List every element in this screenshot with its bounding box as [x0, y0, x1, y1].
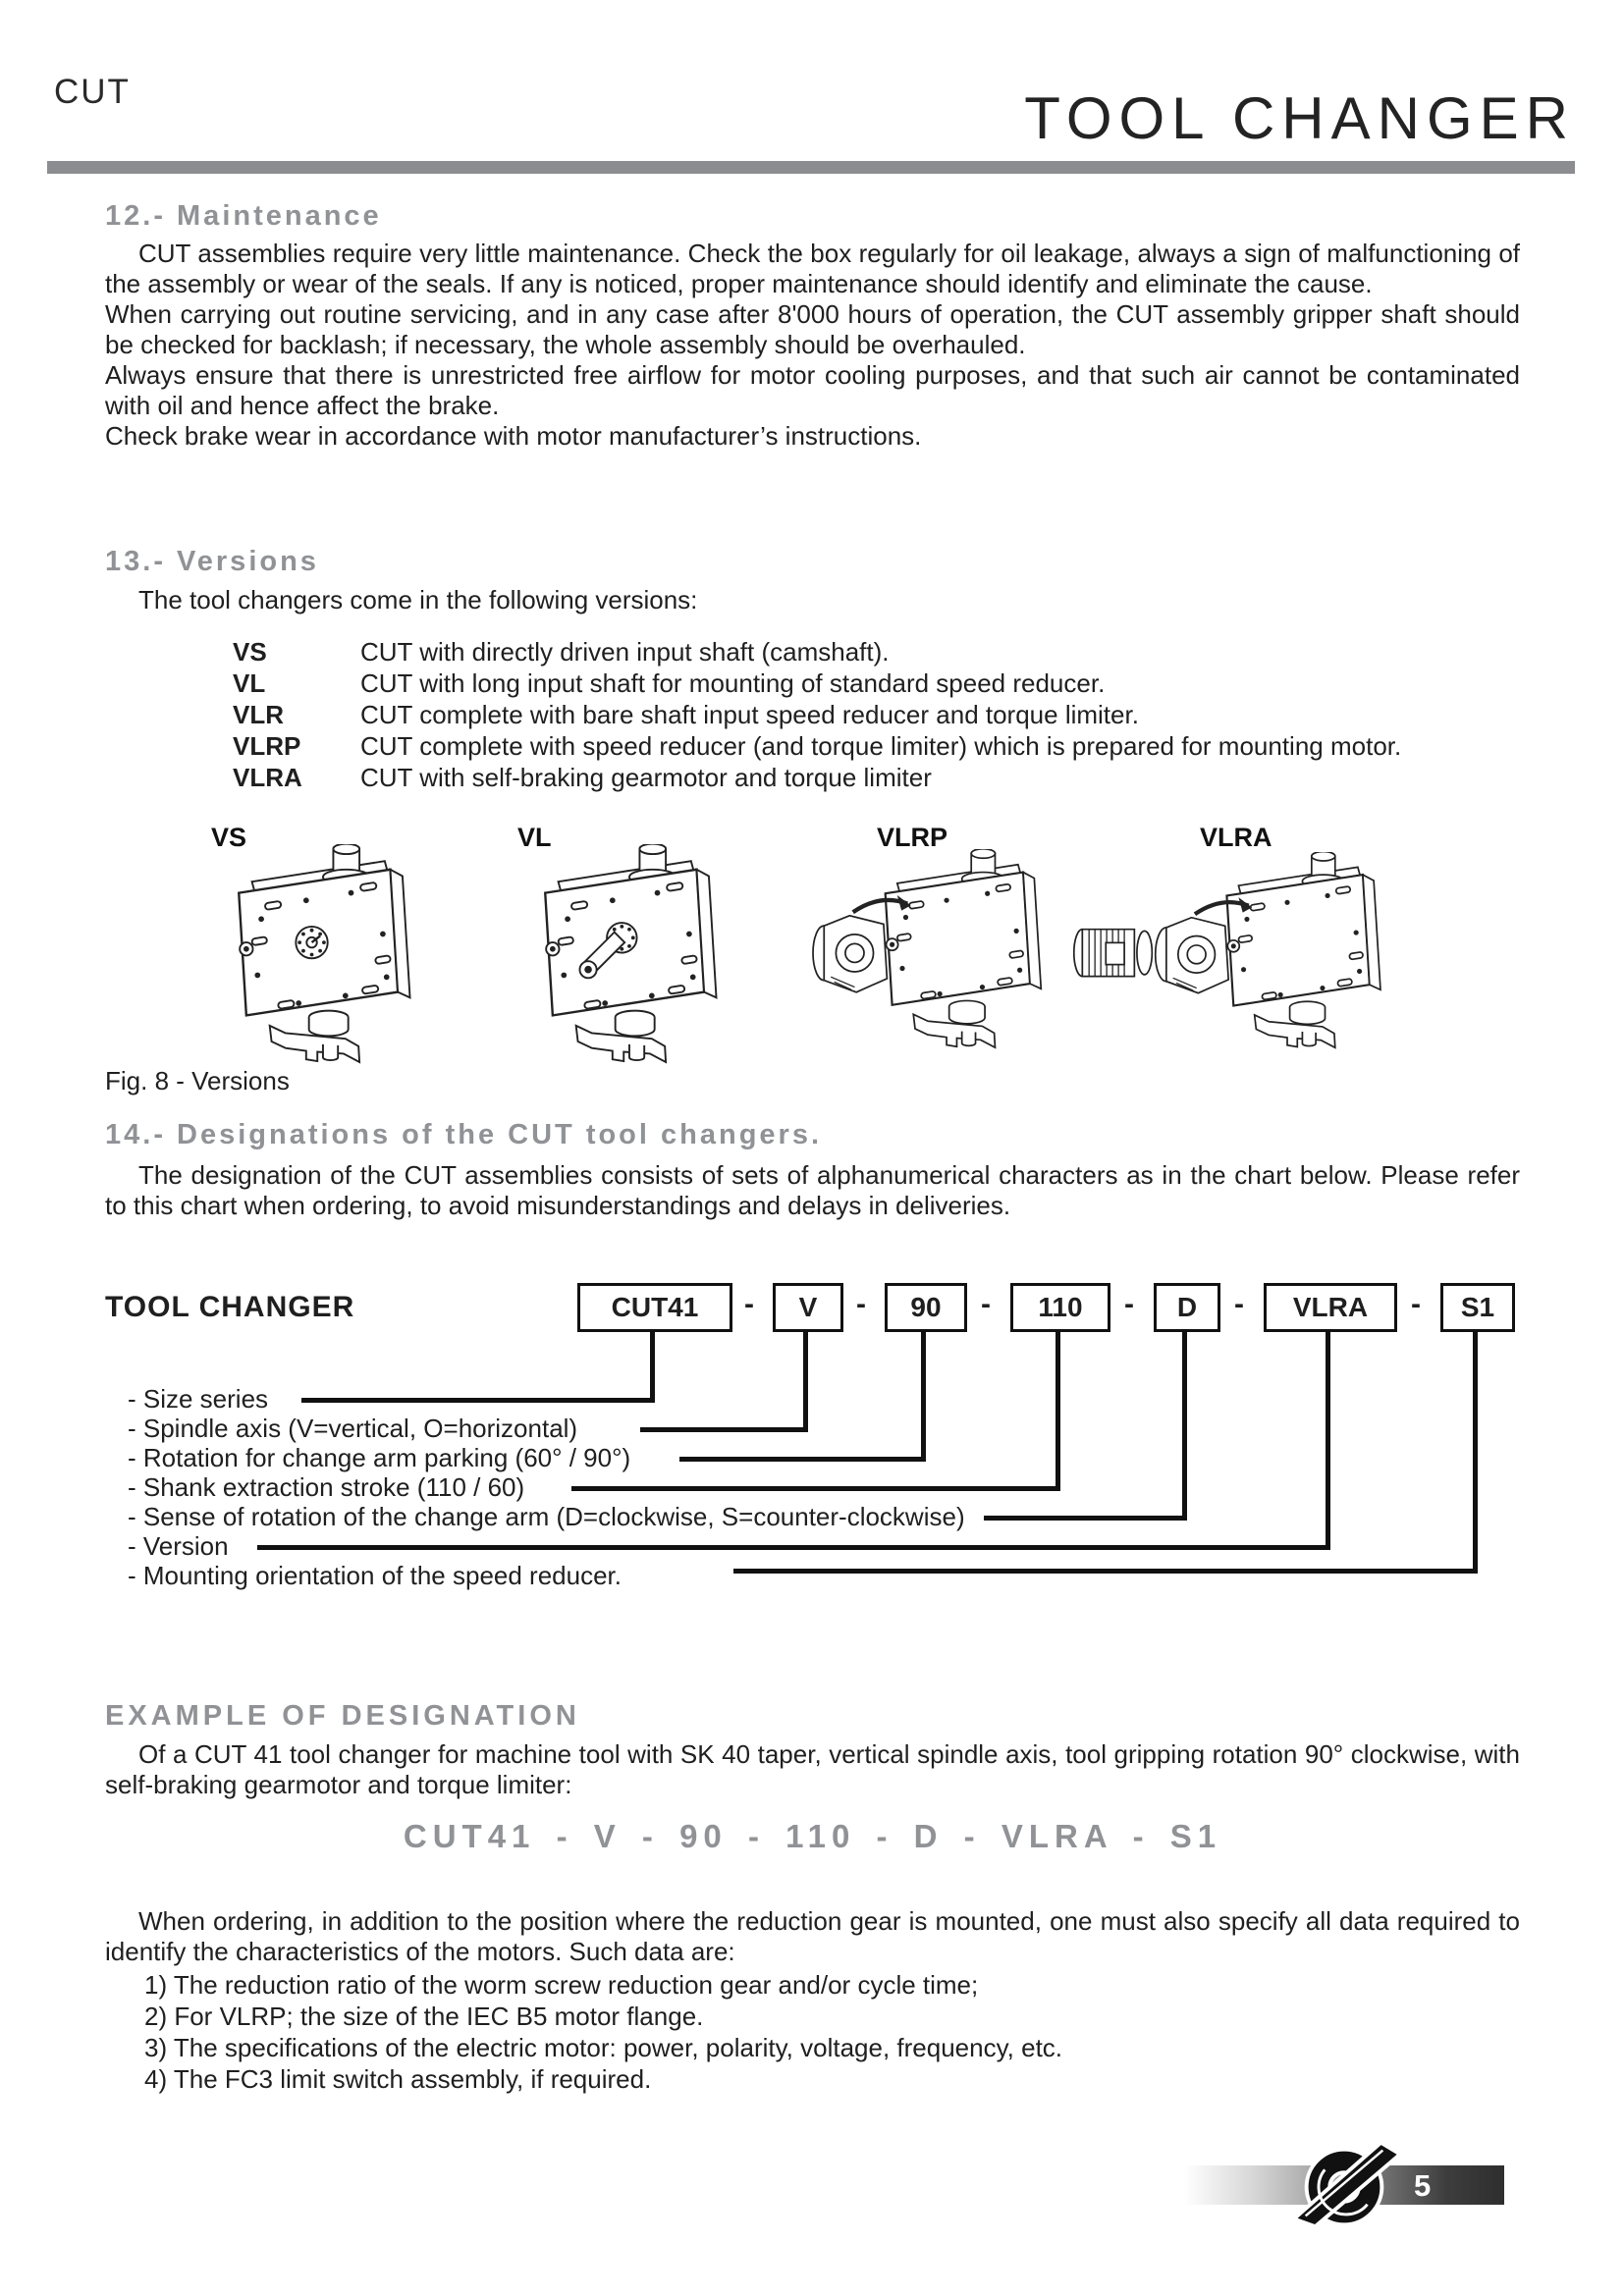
figure-label-vlra: VLRA — [1200, 823, 1272, 852]
connector-line — [301, 1398, 655, 1403]
designation-desc-rotation: - Rotation for change arm parking (60° / 90°) — [128, 1443, 631, 1472]
designation-separator: - — [856, 1288, 866, 1320]
maintenance-paragraphs — [105, 239, 1520, 452]
versions-intro — [105, 585, 1520, 615]
designation-separator: - — [744, 1288, 754, 1320]
connector-line — [1182, 1329, 1187, 1520]
paragraph: The designation of the CUT assemblies consists of sets of alphanumerical characters as in the chart below. Please refer to this chart when ordering, to avoid misunderstandings and delays in deliveries. — [105, 1160, 1520, 1220]
designation-desc-axis: - Spindle axis (V=vertical, O=horizontal) — [128, 1414, 578, 1443]
designation-separator: - — [1124, 1288, 1134, 1320]
knot-logo-icon — [1286, 2136, 1402, 2234]
ordering-item: 3) The specifications of the electric motor: power, polarity, voltage, frequency, etc. — [144, 2033, 1063, 2062]
figure-label-vlrp: VLRP — [877, 823, 948, 852]
version-code: VLR — [233, 700, 284, 729]
page-title: TOOL CHANGER — [1024, 85, 1575, 151]
connector-line — [571, 1486, 1060, 1491]
ordering-item: 4) The FC3 limit switch assembly, if required. — [144, 2064, 652, 2094]
designation-diagram — [105, 1269, 1539, 1608]
version-item — [233, 762, 1401, 793]
designation-box-axis: V — [773, 1283, 843, 1332]
figure-label-vs: VS — [211, 823, 247, 852]
version-item — [233, 636, 1401, 667]
ordering-item: 1) The reduction ratio of the worm screw reduction gear and/or cycle time; — [144, 1970, 979, 2000]
figure-drawing-vlrp — [800, 849, 1056, 1049]
paragraph: Check brake wear in accordance with motor manufacturer’s instructions. — [105, 421, 922, 451]
example-paragraph — [105, 1739, 1520, 1800]
designation-separator: - — [981, 1288, 991, 1320]
section-heading-example: EXAMPLE OF DESIGNATION — [105, 1700, 580, 1732]
version-item — [233, 730, 1401, 762]
connector-line — [1473, 1329, 1478, 1573]
paragraph: Of a CUT 41 tool changer for machine tool with SK 40 taper, vertical spindle axis, tool gripping rotation 90° clockwise, with self-braking gearmotor and torque limiter: — [105, 1739, 1520, 1799]
ordering-list — [144, 1969, 1062, 2095]
version-code: VLRA — [233, 763, 302, 792]
version-description: CUT with directly driven input shaft (camshaft). — [360, 637, 890, 667]
designation-separator: - — [1411, 1288, 1421, 1320]
version-description: CUT with self-braking gearmotor and torque limiter — [360, 763, 932, 792]
figure-drawing-vl — [530, 844, 727, 1064]
connector-line — [1326, 1329, 1330, 1549]
designation-desc-stroke: - Shank extraction stroke (110 / 60) — [128, 1472, 525, 1502]
figure-drawing-vlra — [1070, 852, 1394, 1049]
designation-box-sense: D — [1154, 1283, 1220, 1332]
connector-line — [733, 1569, 1478, 1574]
paragraph: CUT assemblies require very little maintenance. Check the box regularly for oil leakage, always a sign of malfunctioning of the assembly or wear of the seals. If any is noticed, proper maintenance should identify and eliminate the cause. — [105, 239, 1520, 298]
designation-box-stroke: 110 — [1010, 1283, 1110, 1332]
designation-desc-size: - Size series — [128, 1384, 269, 1414]
paragraph: When ordering, in addition to the position where the reduction gear is mounted, one must also specify all data required to identify the characteristics of the motors. Such data are: — [105, 1906, 1520, 1966]
connector-line — [921, 1329, 926, 1461]
designation-box-rotation: 90 — [885, 1283, 967, 1332]
version-list — [233, 636, 1401, 793]
ordering-paragraph — [105, 1906, 1520, 1967]
designation-desc-sense: - Sense of rotation of the change arm (D=clockwise, S=counter-clockwise) — [128, 1502, 965, 1531]
section-heading-versions: 13.- Versions — [105, 546, 319, 577]
version-item — [233, 699, 1401, 730]
version-code: VS — [233, 637, 267, 667]
designation-desc-version: - Version — [128, 1531, 229, 1561]
figure-caption: Fig. 8 - Versions — [105, 1066, 290, 1095]
connector-line — [640, 1427, 808, 1432]
version-code: VLRP — [233, 731, 301, 761]
figure-drawing-vs — [224, 844, 420, 1064]
paragraph: When carrying out routine servicing, and in any case after 8'000 hours of operation, the CUT assembly gripper shaft should be checked for backlash; if necessary, the whole assembly should be overhauled. — [105, 299, 1520, 359]
connector-line — [803, 1329, 808, 1431]
designation-box-mounting: S1 — [1440, 1283, 1515, 1332]
designation-desc-mounting: - Mounting orientation of the speed reducer. — [128, 1561, 622, 1590]
section-heading-maintenance: 12.- Maintenance — [105, 200, 382, 232]
designation-separator: - — [1234, 1288, 1244, 1320]
version-description: CUT complete with speed reducer (and torque limiter) which is prepared for mounting motor. — [360, 731, 1402, 761]
version-item — [233, 667, 1401, 699]
connector-line — [984, 1516, 1187, 1521]
section-heading-designations: 14.- Designations of the CUT tool changers. — [105, 1119, 823, 1150]
designation-box-version: VLRA — [1264, 1283, 1397, 1332]
example-designation-code: CUT41 - V - 90 - 110 - D - VLRA - S1 — [403, 1818, 1222, 1854]
version-code: VL — [233, 668, 266, 698]
connector-line — [1056, 1329, 1060, 1490]
designation-row-label: TOOL CHANGER — [105, 1291, 355, 1323]
connector-line — [650, 1329, 655, 1402]
ordering-item: 2) For VLRP; the size of the IEC B5 motor flange. — [144, 2002, 704, 2031]
paragraph: The tool changers come in the following versions: — [138, 585, 698, 614]
version-description: CUT complete with bare shaft input speed reducer and torque limiter. — [360, 700, 1139, 729]
designations-paragraph — [105, 1160, 1520, 1221]
paragraph: Always ensure that there is unrestricted free airflow for motor cooling purposes, and that such air cannot be contaminated with oil and hence affect the brake. — [105, 360, 1520, 420]
page-number: 5 — [1414, 2168, 1432, 2203]
connector-line — [679, 1457, 926, 1462]
designation-box-size: CUT41 — [577, 1283, 732, 1332]
version-description: CUT with long input shaft for mounting of standard speed reducer. — [360, 668, 1106, 698]
header-product-name: CUT — [54, 73, 131, 111]
header-rule — [47, 161, 1575, 174]
connector-line — [257, 1545, 1330, 1550]
figure-label-vl: VL — [517, 823, 552, 852]
